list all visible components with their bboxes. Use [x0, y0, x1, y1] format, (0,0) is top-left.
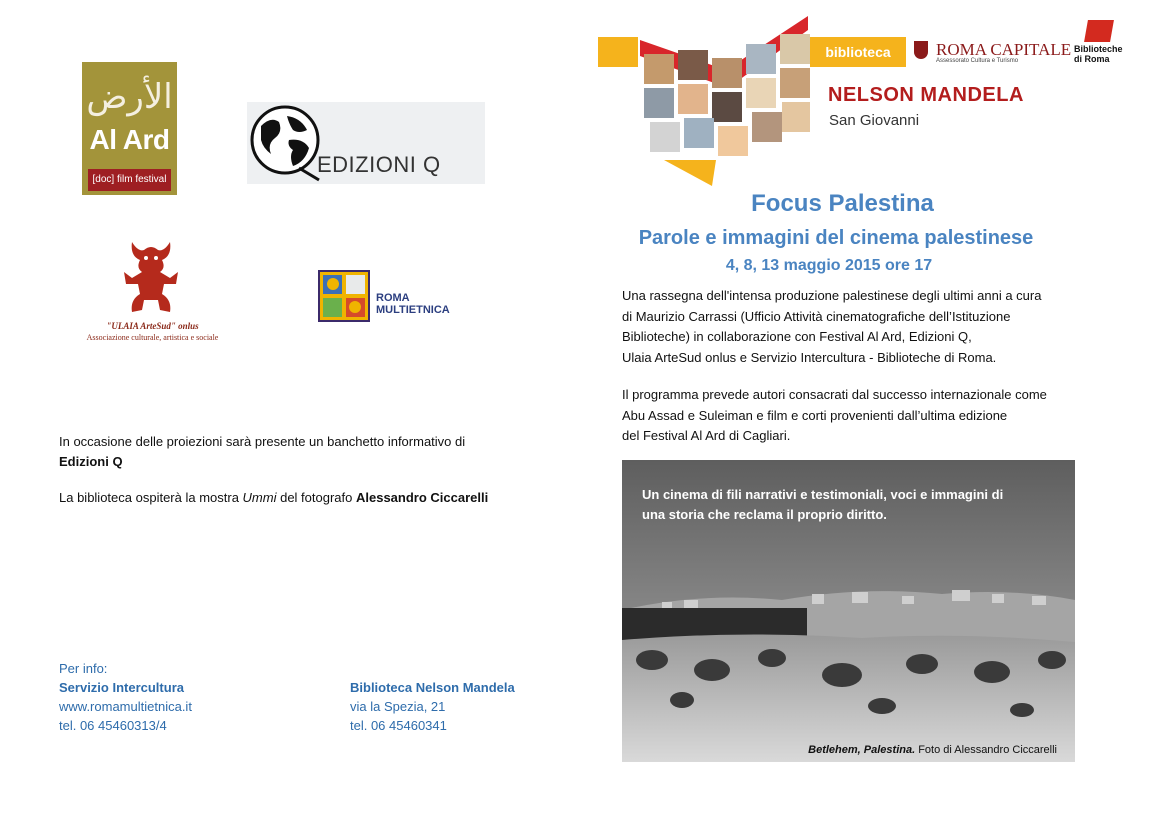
info-library-phone: tel. 06 45460341: [350, 718, 447, 733]
photo-caption: [808, 744, 1057, 756]
info-intercultura-phone: tel. 06 45460313/4: [59, 718, 167, 733]
info-library-title: Biblioteca Nelson Mandela: [350, 680, 515, 695]
ulaia-subtitle: Associazione culturale, artistica e sociale: [86, 333, 219, 342]
edizioni-q-mention: Edizioni Q: [59, 454, 123, 469]
biblioteche-di-roma-logo: [1074, 20, 1136, 70]
event-subtitle: Parole e immagini del cinema palestinese: [638, 227, 1034, 249]
al-ard-logo: [82, 62, 177, 195]
mostra-text-2: del fotografo: [276, 490, 356, 505]
al-ard-name: Al Ard: [89, 124, 170, 155]
description-line: Abu Assad e Suleiman e film e corti provenienti dall’ultima edizione: [622, 407, 1008, 423]
edizioni-q-text: EDIZIONI Q: [317, 152, 441, 177]
al-ard-arabic-text: الأرض: [86, 77, 173, 117]
info-label: Per info:: [59, 661, 108, 676]
san-giovanni-subtitle: San Giovanni: [829, 112, 920, 129]
biblioteca-strip-left: [598, 37, 638, 67]
ulaia-logo: [80, 238, 225, 346]
event-dates: 4, 8, 13 maggio 2015 ore 17: [725, 257, 933, 274]
description-line: Il programma prevede autori consacrati dal successo internazionale come: [622, 387, 1047, 402]
photo-quote-line-2: una storia che reclama il proprio diritto.: [642, 507, 887, 522]
photo-quote: [642, 485, 1062, 525]
biblioteca-label: biblioteca: [810, 37, 906, 67]
description-line: del Festival Al Ard di Cagliari.: [622, 428, 791, 443]
mostra-paragraph: [59, 488, 488, 508]
al-ard-band: [doc] film festival: [88, 169, 171, 191]
info-intercultura-title: Servizio Intercultura: [59, 680, 184, 695]
edizioni-q-logo: [247, 102, 485, 184]
description-line: Una rassegna dell'intensa produzione palestinese degli ultimi anni a cura: [622, 288, 1042, 303]
description-line: Biblioteche) in collaborazione con Festival Al Ard, Edizioni Q,: [622, 329, 972, 344]
description-paragraph-1: [622, 286, 1092, 368]
globe-icon: [249, 104, 321, 182]
photo-quote-line-1: Un cinema di fili narrativi e testimoniali, voci e immagini di: [642, 487, 1004, 502]
ulaia-name: "ULAIA ArteSud" onlus: [106, 321, 199, 331]
biblioteca-collage: [636, 10, 816, 190]
roma-multietnica-logo: [318, 270, 463, 326]
banchetto-text: In occasione delle proiezioni sarà presente un banchetto informativo di: [59, 434, 466, 449]
photographer-name: Alessandro Ciccarelli: [355, 490, 489, 505]
biblioteche-di-roma-text: [1074, 44, 1123, 64]
description-line: di Maurizio Carrassi (Ufficio Attività cinematografiche dell’Istituzione: [622, 308, 1011, 324]
book-icon: [1084, 20, 1114, 42]
roma-multietnica-line-1: ROMA: [376, 292, 410, 304]
roma-capitale-logo: [914, 40, 1071, 64]
ulaia-figure-icon: [120, 238, 182, 318]
biblioteche-line-2: di Roma: [1074, 54, 1110, 64]
info-library-address: via la Spezia, 21: [350, 699, 446, 714]
roma-crest-icon: [914, 41, 928, 59]
mostra-text-1: La biblioteca ospiterà la mostra: [59, 490, 243, 505]
biblioteche-line-1: Biblioteche: [1074, 44, 1123, 54]
description-line: Ulaia ArteSud onlus e Servizio Intercultura - Biblioteche di Roma.: [622, 349, 997, 365]
event-title: Focus Palestina: [751, 190, 934, 217]
info-website-link[interactable]: www.romamultietnica.it: [59, 699, 192, 714]
caption-credit: Foto di Alessandro Ciccarelli: [915, 744, 1057, 756]
caption-place: Betlehem, Palestina.: [808, 744, 916, 756]
roma-capitale-subtitle: Assessorato Cultura e Turismo: [936, 58, 1019, 64]
banchetto-paragraph: [59, 432, 465, 472]
description-paragraph-2: [622, 385, 1092, 447]
roma-multietnica-text: [376, 292, 450, 316]
roma-multietnica-line-2: MULTIETNICA: [376, 304, 450, 316]
betlehem-photo: [622, 460, 1075, 762]
roma-multietnica-icon: [318, 270, 370, 322]
info-column-2: [350, 678, 515, 735]
nelson-mandela-title: NELSON MANDELA: [828, 84, 1024, 106]
mostra-title: Ummi: [242, 490, 277, 505]
info-column-1: [59, 659, 192, 735]
roma-capitale-text: ROMA CAPITALE: [936, 40, 1072, 59]
